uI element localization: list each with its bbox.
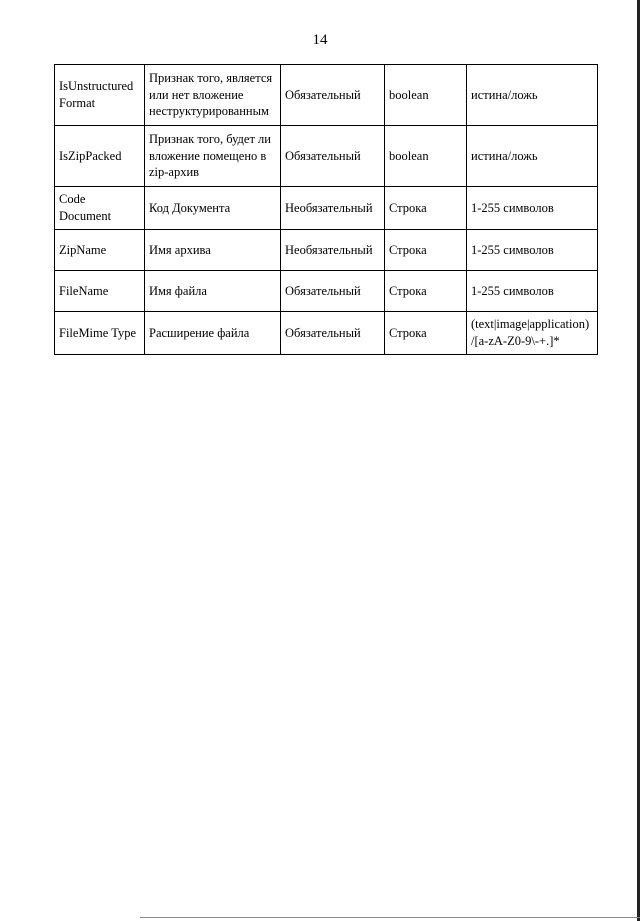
attribute-format-cell: 1-255 символов [467, 230, 598, 271]
attribute-type-cell: Строка [385, 230, 467, 271]
table-row [55, 271, 598, 312]
attribute-required-cell: Обязательный [281, 271, 385, 312]
attribute-format-cell: истина/ложь [467, 126, 598, 187]
table-row [55, 126, 598, 187]
attribute-spec-table [54, 64, 598, 355]
page-number: 14 [312, 32, 328, 48]
attribute-required-cell: Обязательный [281, 126, 385, 187]
attribute-name-cell: IsZipPacked [55, 126, 145, 187]
attribute-required-cell: Обязательный [281, 65, 385, 126]
table-row [55, 230, 598, 271]
attribute-name-cell: Code Document [55, 187, 145, 230]
attribute-description-cell: Код Документа [145, 187, 281, 230]
attribute-description-cell: Имя файла [145, 271, 281, 312]
attribute-description-cell: Признак того, будет ли вложение помещено в zip-архив [145, 126, 281, 187]
attribute-required-cell: Необязательный [281, 230, 385, 271]
attribute-type-cell: boolean [385, 126, 467, 187]
attribute-name-cell: ZipName [55, 230, 145, 271]
attribute-format-cell: истина/ложь [467, 65, 598, 126]
attribute-name-cell: FileName [55, 271, 145, 312]
attribute-required-cell: Обязательный [281, 312, 385, 355]
scan-edge-bottom [140, 917, 640, 918]
attribute-type-cell: Строка [385, 312, 467, 355]
attribute-type-cell: Строка [385, 271, 467, 312]
attribute-format-cell: 1-255 символов [467, 271, 598, 312]
attribute-type-cell: Строка [385, 187, 467, 230]
table-row [55, 187, 598, 230]
table-row [55, 312, 598, 355]
attribute-type-cell: boolean [385, 65, 467, 126]
attribute-description-cell: Расширение файла [145, 312, 281, 355]
attribute-name-cell: IsUnstructured Format [55, 65, 145, 126]
attribute-required-cell: Необязательный [281, 187, 385, 230]
attribute-name-cell: FileMime Type [55, 312, 145, 355]
attribute-description-cell: Имя архива [145, 230, 281, 271]
table-row [55, 65, 598, 126]
attribute-format-cell: (text|image|application) /[a-zA-Z0-9\-+.]* [467, 312, 598, 355]
attribute-format-cell: 1-255 символов [467, 187, 598, 230]
attribute-description-cell: Признак того, является или нет вложение неструктурированным [145, 65, 281, 126]
